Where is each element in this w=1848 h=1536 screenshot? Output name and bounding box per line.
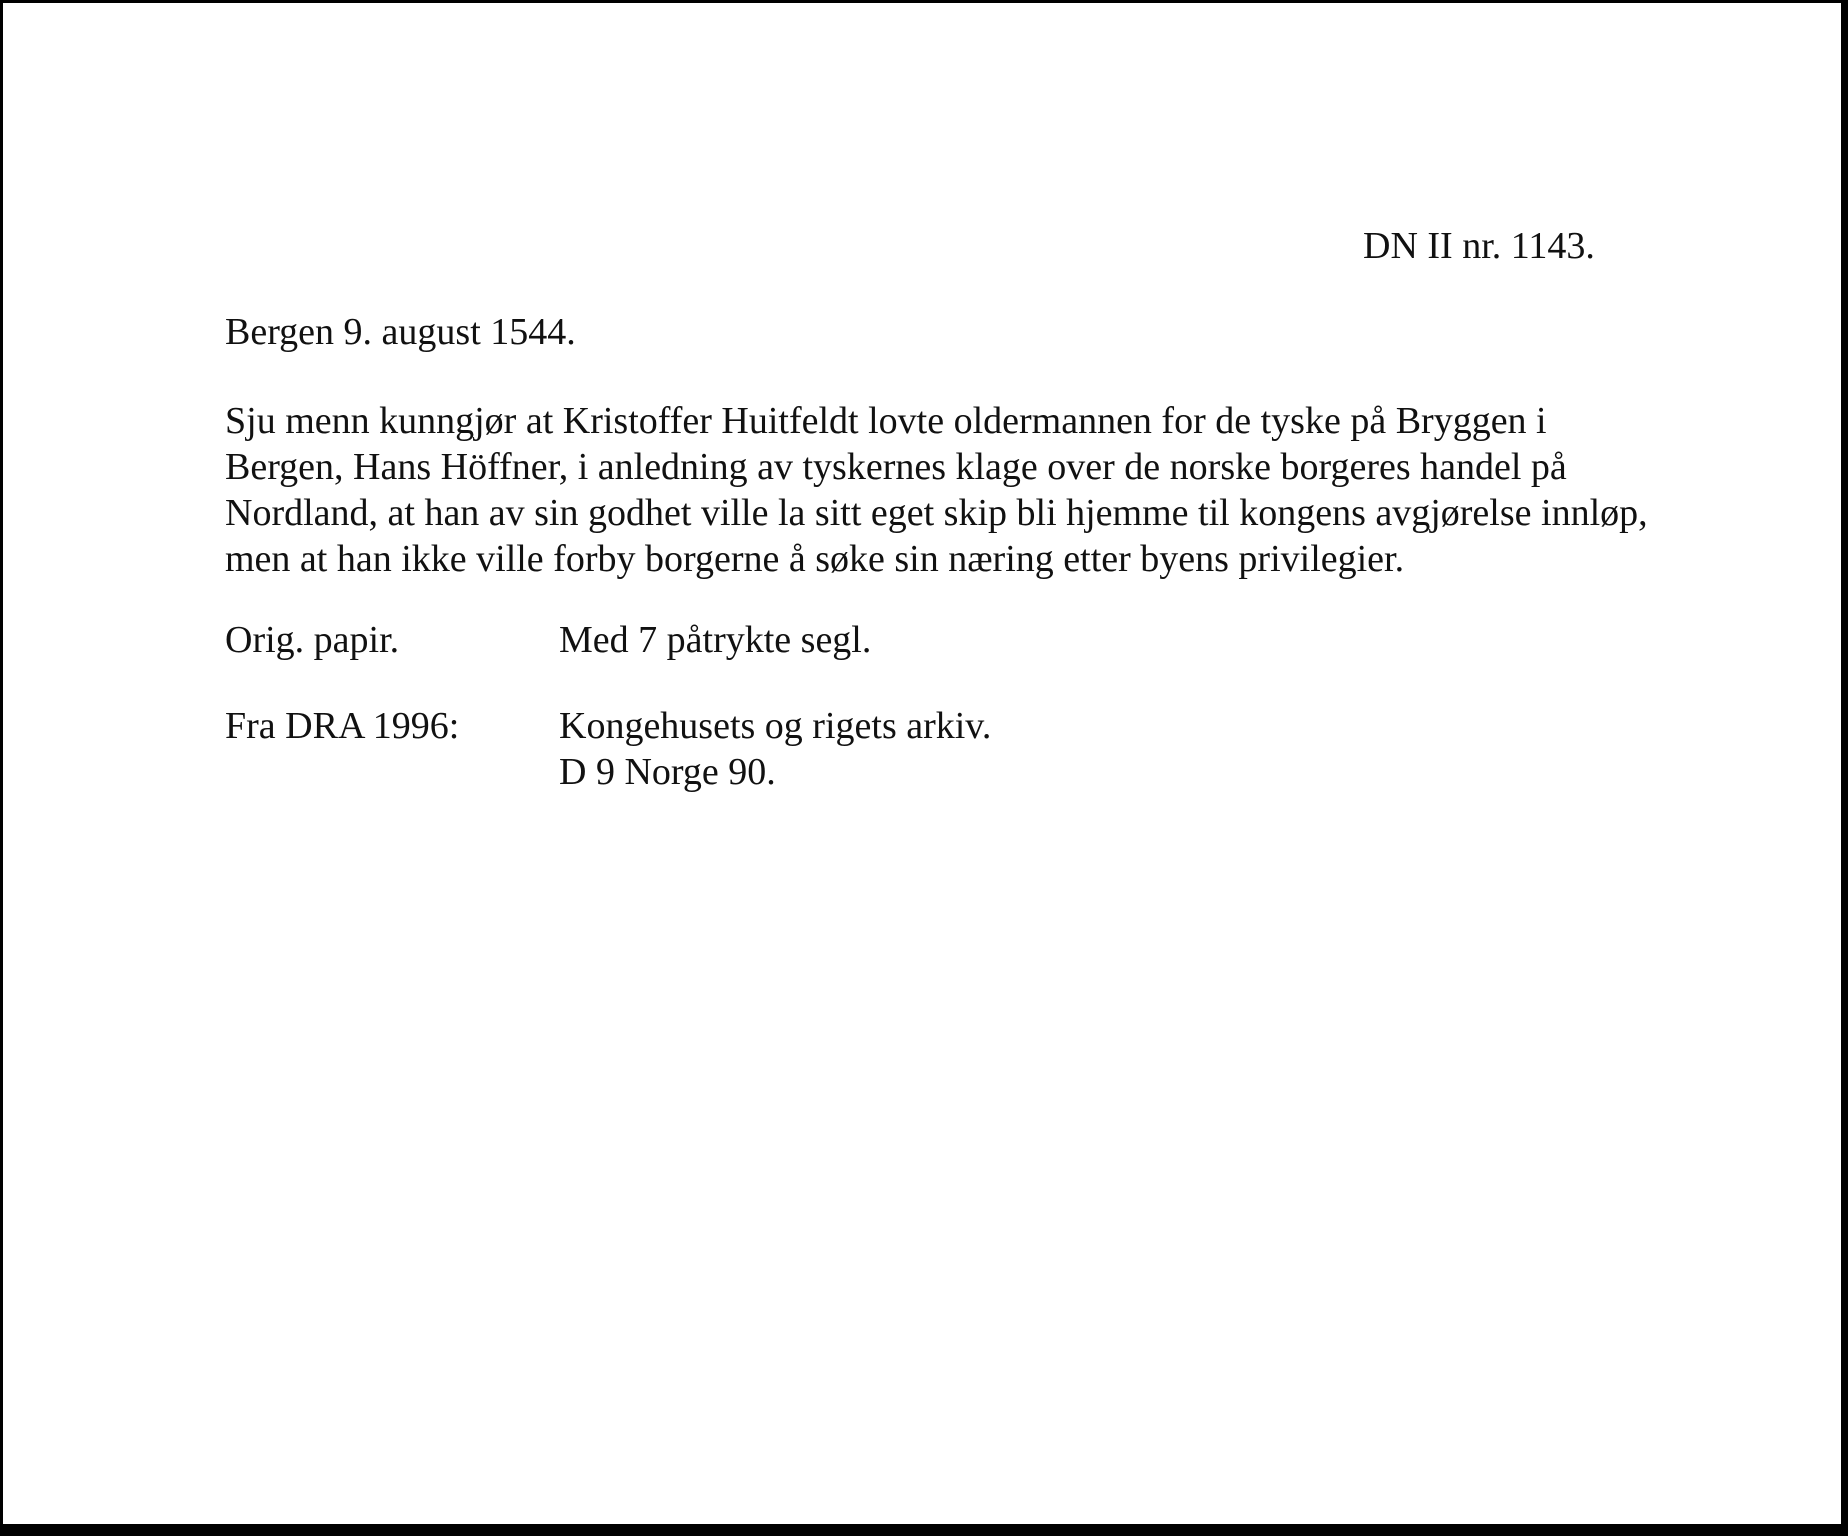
document-reference: DN II nr. 1143.	[1363, 225, 1595, 267]
summary-line: men at han ikke ville forby borgerne å søke sin næring etter byens privilegier.	[225, 538, 1405, 580]
source-label: Fra DRA 1996:	[225, 705, 460, 747]
source-signature: D 9 Norge 90.	[559, 751, 776, 793]
date-place: Bergen 9. august 1544.	[225, 311, 576, 353]
summary-line: Sju menn kunngjør at Kristoffer Huitfeldt lovte oldermannen for de tyske på Bryggen i	[225, 400, 1547, 442]
original-label: Orig. papir.	[225, 619, 400, 661]
source-archive: Kongehusets og rigets arkiv.	[559, 705, 992, 747]
summary-text	[225, 398, 1648, 582]
original-value: Med 7 påtrykte segl.	[559, 619, 872, 661]
summary-line: Nordland, at han av sin godhet ville la sitt eget skip bli hjemme til kongens avgjørelse innløp,	[225, 492, 1648, 534]
summary-line: Bergen, Hans Höffner, i anledning av tyskernes klage over de norske borgeres handel på	[225, 446, 1567, 488]
